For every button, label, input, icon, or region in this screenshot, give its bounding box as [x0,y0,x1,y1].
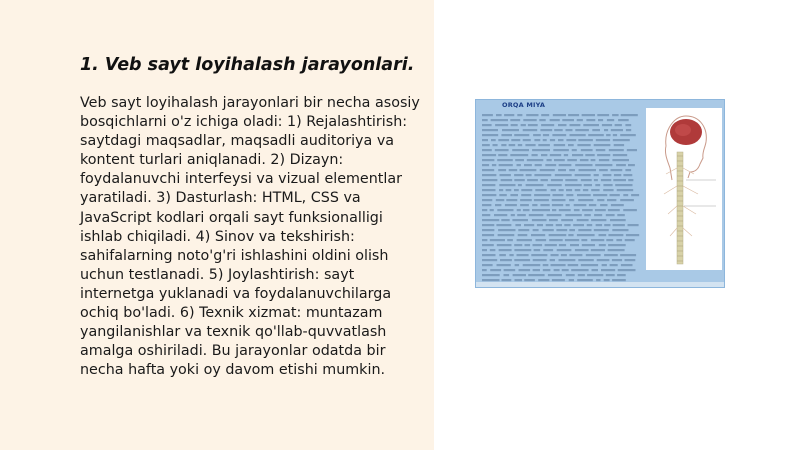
figure-heading: ORQA MIYA [502,101,546,109]
textbook-page-image [475,99,725,288]
slide-body-text: Veb sayt loyihalash jarayonlari bir necha asosiy bosqichlarni o'z ichiga oladi: 1) Rejalashtirish: saytdagi maqsadlar, maqsadli auditoriya va kontent turlari aniqlanadi. 2) Dizayn: foydalanuvchi interfeysi va vizual elementlar yaratiladi. 3) Dasturlash: HTML, CSS va JavaScript kodlari orqali sayt funksionalligi ishlab chiqiladi. 4) Sinov va tekshirish: sahifalarning noto'g'ri ishlashini oldini olish uchun testlanadi. 5) Joylashtirish: sayt internetga yuklanadi va foydalanuvchilarga ochiq bo'ladi. 6) Texnik xizmat: muntazam yangilanishlar va texnik qo'llab-quvvatlash amalga oshiriladi. Bu jarayonlar odatda bir necha hafta yoki oy davom etishi mumkin. [80,95,420,379]
page-bottom-strip [476,282,724,287]
blurred-text-block [482,112,642,282]
anatomy-panel [646,108,722,270]
slide-title: 1. Veb sayt loyihalash jarayonlari. [80,55,415,75]
spinal-cord-illustration-icon [646,108,722,270]
